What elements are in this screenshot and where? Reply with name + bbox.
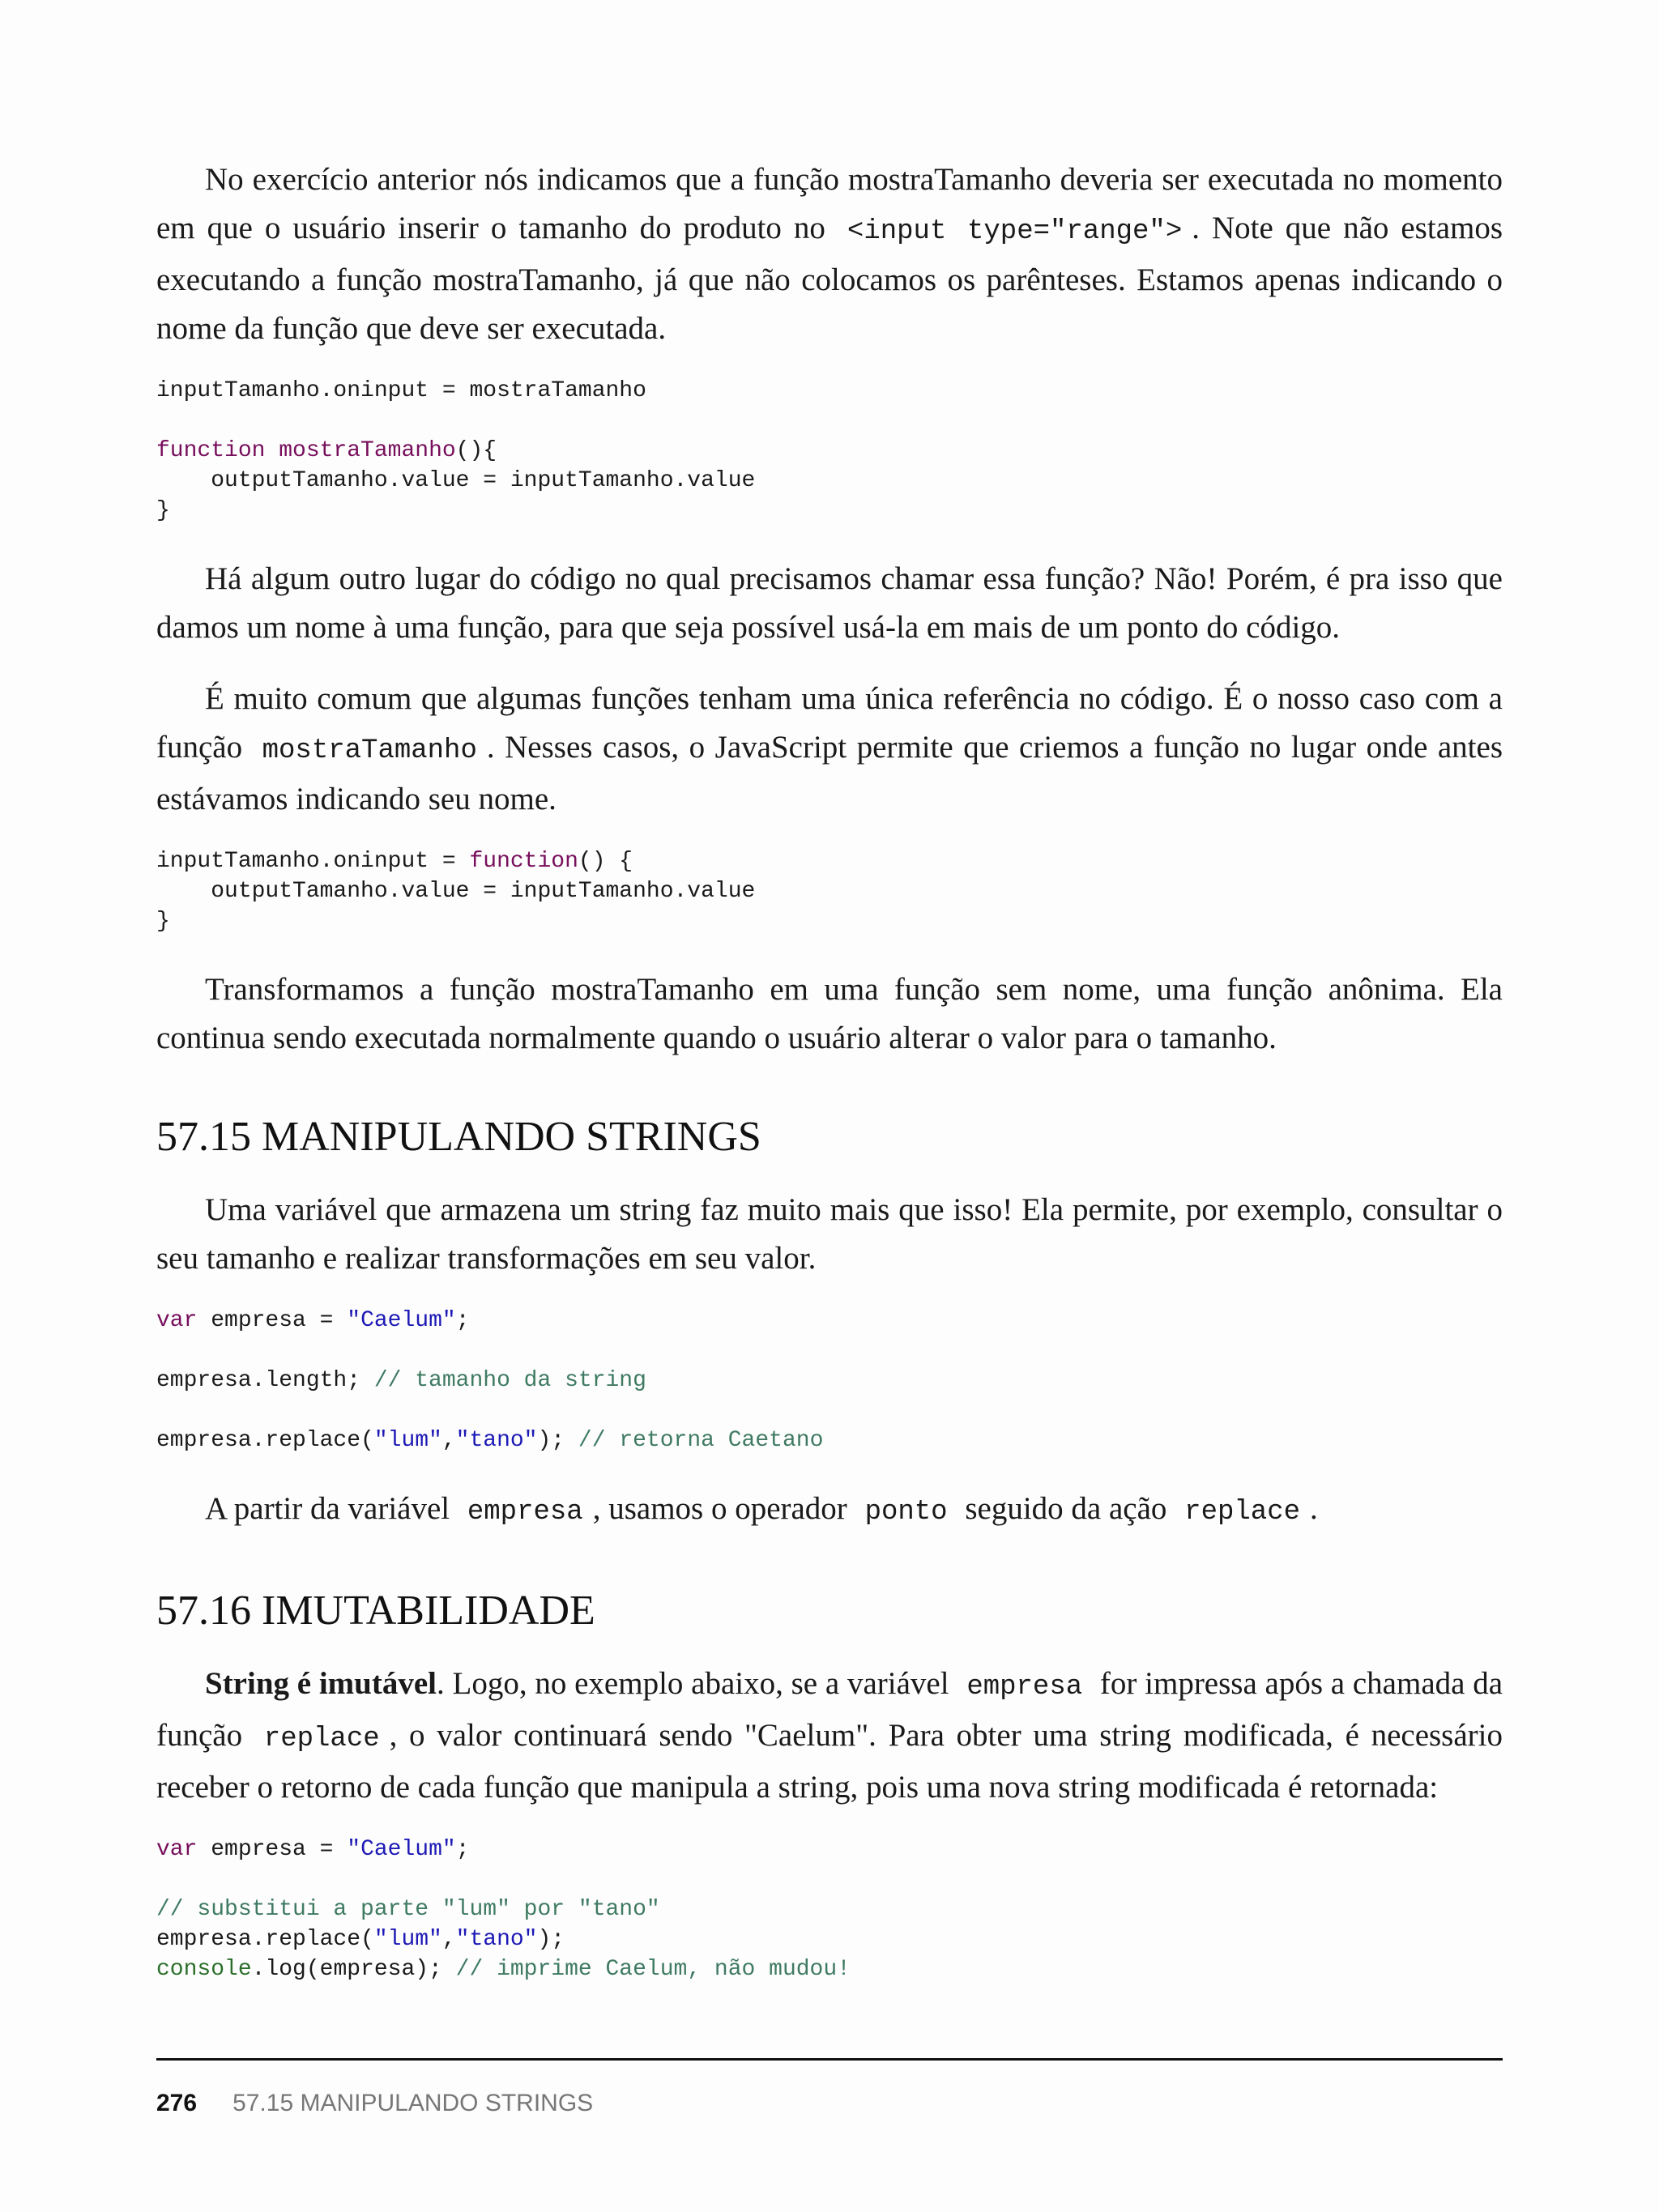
code-block-3 xyxy=(156,1306,1503,1455)
paragraph-6-text-b: , usamos o operador xyxy=(592,1491,847,1526)
code-string: "lum" xyxy=(373,1428,442,1453)
code-console-object: console xyxy=(156,1957,252,1982)
paragraph-7-text-b: for impressa após a chamada da função xyxy=(156,1666,1503,1753)
code-block-4 xyxy=(156,1835,1503,1984)
page-content xyxy=(156,156,1503,2014)
inline-code-input-range: <input type="range"> xyxy=(847,216,1183,247)
code-text: .log(empresa); xyxy=(251,1957,456,1982)
paragraph-6-text-c: seguido da ação xyxy=(965,1491,1167,1526)
paragraph-3-text-b: . Nesses casos, o JavaScript permite que criemos a função no lugar onde antes estávamos indicando seu nome. xyxy=(156,730,1503,816)
code-text: ; xyxy=(455,1837,470,1862)
code-text: empresa.replace( xyxy=(156,1428,374,1453)
section-heading-strings: 57.15 MANIPULANDO STRINGS xyxy=(156,1114,761,1160)
code-keyword: function xyxy=(156,438,266,463)
paragraph-5: Uma variável que armazena um string faz muito mais que isso! Ela permite, por exemplo, consultar o seu tamanho e realizar transformações em seu valor. xyxy=(156,1192,1503,1276)
code-function-name: mostraTamanho xyxy=(279,438,456,463)
page-number: 276 xyxy=(156,2090,198,2116)
code-text: ); xyxy=(537,1927,565,1952)
code-comment: // imprime Caelum, não mudou! xyxy=(455,1957,851,1982)
paragraph-6-text-d: . xyxy=(1310,1491,1318,1526)
page-footer xyxy=(156,2090,593,2117)
code-line: } xyxy=(156,498,170,523)
paragraph-6-text-a: A partir da variável xyxy=(205,1491,450,1526)
code-string: "Caelum" xyxy=(347,1308,456,1333)
code-string: "Caelum" xyxy=(347,1837,456,1862)
code-line: outputTamanho.value = inputTamanho.value xyxy=(156,879,756,904)
code-text: empresa.length; xyxy=(156,1368,374,1393)
paragraph-1-text-a: No exercício anterior nós indicamos que a função mostraTamanho deveria ser executada no momento em que o usuário inserir o tamanho do produto no xyxy=(156,162,1503,245)
code-text: ); xyxy=(537,1428,578,1453)
inline-code-ponto: ponto xyxy=(864,1497,948,1528)
paragraph-7-text-a: . Logo, no exemplo abaixo, se a variável xyxy=(437,1666,949,1701)
code-block-1 xyxy=(156,376,1503,526)
code-text: empresa = xyxy=(197,1308,348,1333)
paragraph-3-text-a: É muito comum que algumas funções tenham uma única referência no código. É o nosso caso com a função xyxy=(156,681,1503,765)
code-keyword: var xyxy=(156,1837,198,1862)
code-string: "tano" xyxy=(455,1927,538,1952)
section-heading-imutabilidade: 57.16 IMUTABILIDADE xyxy=(156,1588,595,1634)
inline-code-empresa: empresa xyxy=(966,1672,1083,1703)
code-line: } xyxy=(156,909,170,934)
paragraph-2: Há algum outro lugar do código no qual precisamos chamar essa função? Não! Porém, é pra isso que damos um nome à uma função, para que seja possível usá-la em mais de um ponto do código. xyxy=(156,561,1503,645)
paragraph-7-bold: String é imutável xyxy=(205,1666,437,1701)
footer-divider xyxy=(156,2058,1503,2061)
code-keyword: function xyxy=(469,849,578,874)
code-text: , xyxy=(441,1428,456,1453)
code-text: ; xyxy=(455,1308,470,1333)
paragraph-4: Transformamos a função mostraTamanho em uma função sem nome, uma função anônima. Ela continua sendo executada normalmente quando o usuário alterar o valor para o tamanho. xyxy=(156,972,1503,1055)
code-comment: // substitui a parte "lum" por "tano" xyxy=(156,1897,660,1922)
inline-code-replace: replace xyxy=(1184,1497,1300,1528)
paragraph-7 xyxy=(156,1660,1503,1812)
code-line: inputTamanho.oninput = mostraTamanho xyxy=(156,378,646,403)
code-text: empresa.replace( xyxy=(156,1927,374,1952)
paragraph-1 xyxy=(156,156,1503,353)
paragraph-7-text-c: , o valor continuará sendo "Caelum". Para obter uma string modificada, é necessário receber o retorno de cada função que manipula a string, pois uma nova string modificada é retornada: xyxy=(156,1718,1503,1805)
paragraph-6 xyxy=(156,1485,1503,1536)
code-comment: // tamanho da string xyxy=(373,1368,646,1393)
code-block-2 xyxy=(156,846,1503,936)
code-text: empresa = xyxy=(197,1837,348,1862)
code-line: outputTamanho.value = inputTamanho.value xyxy=(156,468,756,493)
code-text: (){ xyxy=(455,438,497,463)
paragraph-1-text-b: . Note que não estamos executando a função mostraTamanho, já que não colocamos os parênteses. Estamos apenas indicando o nome da função que deve ser executada. xyxy=(156,211,1503,346)
code-comment: // retorna Caetano xyxy=(578,1428,824,1453)
code-string: "tano" xyxy=(455,1428,538,1453)
footer-section-title: 57.15 MANIPULANDO STRINGS xyxy=(232,2090,594,2116)
paragraph-3 xyxy=(156,675,1503,824)
code-text: inputTamanho.oninput = xyxy=(156,849,470,874)
inline-code-replace: replace xyxy=(263,1724,380,1754)
code-keyword: var xyxy=(156,1308,198,1333)
code-text: () { xyxy=(578,849,633,874)
inline-code-empresa: empresa xyxy=(467,1497,583,1528)
code-text: , xyxy=(441,1927,456,1952)
inline-code-mostratamanho: mostraTamanho xyxy=(262,735,477,766)
code-string: "lum" xyxy=(373,1927,442,1952)
